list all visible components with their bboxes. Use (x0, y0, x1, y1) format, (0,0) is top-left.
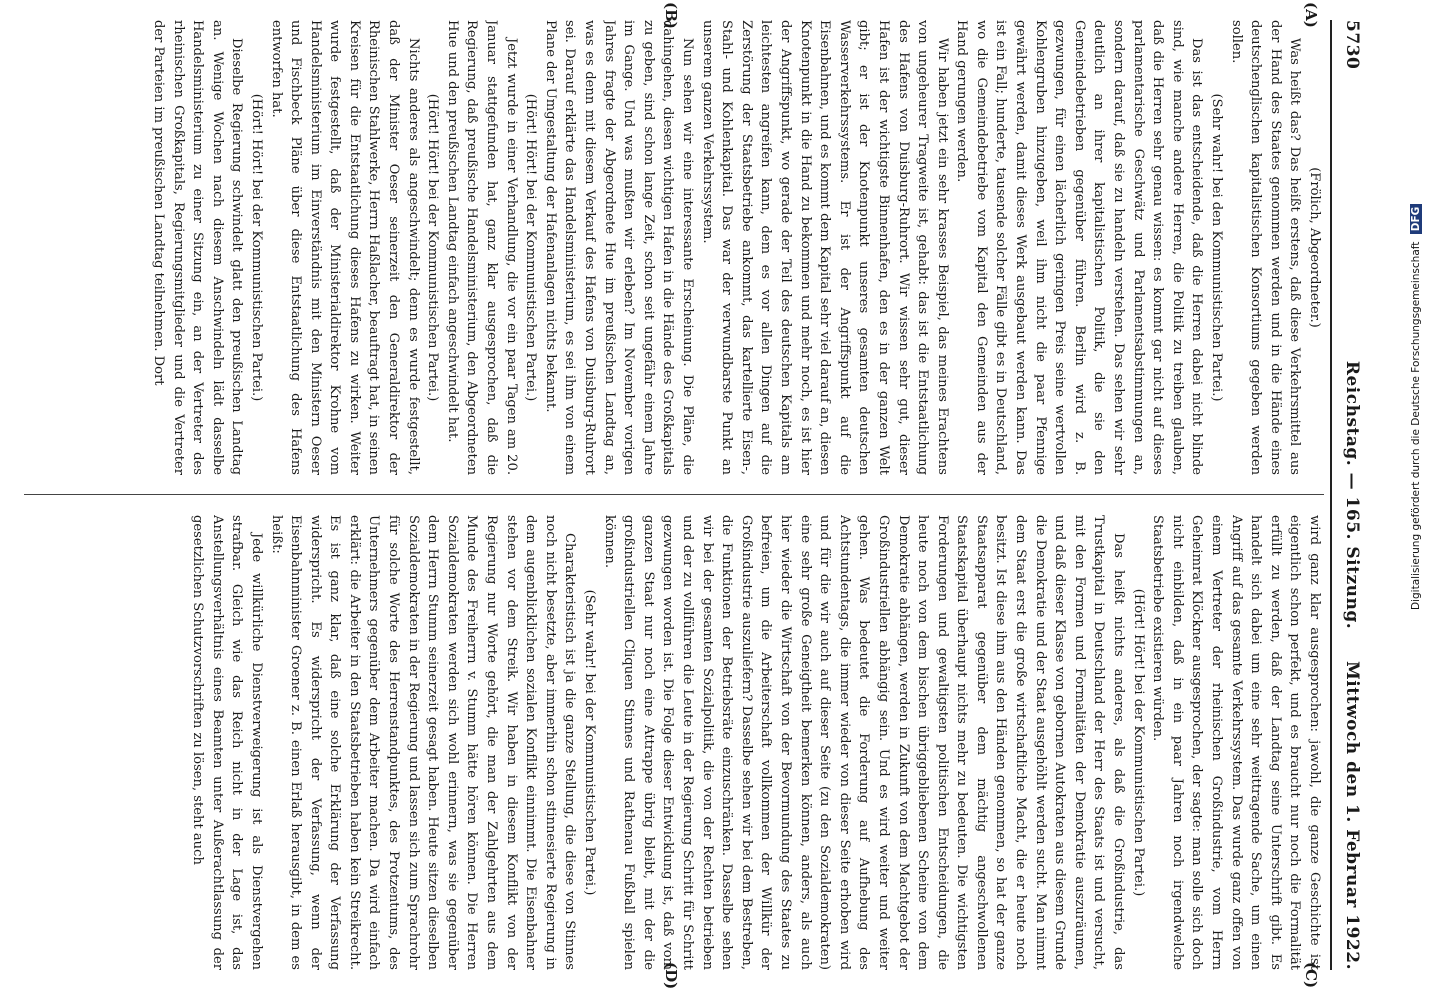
paragraph: Was heißt das? Das heißt erstens, daß diese Verkehrsmittel aus der Hand des Staates genommen werden und in die Hände eines deutschenglischen kapitalistischen Konsortiums gegeben werden sollen. (1228, 20, 1303, 475)
margin-letter-b: (B) (662, 2, 680, 29)
interjection: (Hört! Hört! bei der Kommunistischen Partei.) (425, 93, 441, 402)
interjection: (Sehr wahr! bei der Kommunistischen Partei.) (582, 589, 598, 896)
interjection: (Hört! Hört! bei der Kommunistischen Partei.) (523, 93, 539, 402)
paragraph: Dieselbe Regierung schwindelt glatt den preußischen Landtag an. Wenige Wochen nach diesem Anschwindeln lädt dasselbe Handelsministerium zu einer Sitzung ein, an der Vertreter des rheinischen Großkapitals, Regierungsmitglieder und die Vertreter der Parteien im preußischen Landtag teilnehmen. Dort (150, 20, 245, 475)
paragraph: Wir haben jetzt ein sehr krasses Beispiel, das meines Erachtens von ungeheurer Tragweite ist, gehabt: das ist die Entstaatlichung des Hafens von Duisburg-Ruhrort. Wir wissen sehr gut, dieser Hafen ist der wichtigste Binnenhafen, den es in der ganzen Welt gibt; er ist der Knotenpunkt unseres gesamten deutschen Wasserverkehrssystems. Er ist der Angriffspunkt auf die Eisenbahnen, und es kommt dem Kapital sehr viel darauf an, diesen Knotenpunkt in die Hand zu bekommen und mehr noch, es ist hier der Angriffspunkt, wo gerade der Teil des deutschen Kapitals am leichtesten angreifen kann, dem es vor allen Dingen auf die Zerstörung der Staatsbetriebe ankommt, das kartellierte Eisen-, Stahl- und Kohlenkapital. Das war der verwundbarste Punkt an unserem ganzen Verkehrssystem. (699, 20, 950, 475)
quotation: Jede willkürliche Dienstverweigerung ist als Dienstvergehen strafbar. Gleich wie das Reich nicht in der Lage ist, das Anstellungsverhältnis eines Beamten unter Außerachtlassung der gesetzlichen Schutzvorschriften zu lösen, steht auch (190, 515, 264, 970)
paragraph: Nichts anderes als angeschwindelt; denn es wurde festgestellt, daß der Minister Oeser seinerzeit den Generaldirektor der Rheinischen Stahlwerke, Herrn Haßlacher, beauftragt hat, in seinen Kreisen für die Entstaatlichung dieses Hafens zu wirken. Weiter wurde festgestellt, daß der Ministerialdirektor Krohne vom Handelsministerium im Einverständnis mit den Ministern Oeser und Fischbeck Pläne über diese Entstaatlichung des Hafens entworfen hat. (268, 20, 421, 475)
paragraph: Jetzt wurde in einer Verhandlung, die vor ein paar Tagen am 20. Januar stattgefunden hat, ganz klar ausgesprochen, daß die Regierung, daß preußische Handelsministerium, den Abgeordneten Hue und den preußischen Landtag einfach angeschwindelt hat. (444, 20, 519, 475)
speaker-line: (Frölich, Abgeordneter.) (1307, 167, 1322, 328)
paragraph: Das heißt nichts anderes, als daß die Großindustrie, das Trustkapital in Deutschland der Herr des Staats ist und versucht, mit den Formen und Formalitäten der Demokratie auszuräumen, und daß dieser Klasse von gebornen Autokraten aus diesem Grunde die Demokratie und der Staat ausgehöhlt werden sucht. Man nimmt dem Staat erst die große wirtschaftliche Macht, die er heute noch besitzt. Ist diese ihm aus den Händen genommen, so hat der ganze Staatsapparat gegenüber dem mächtig angeschwollenen Staatskapital überhaupt nichts mehr zu bedeuten. Die wichtigsten Forderungen und gewaltigsten politischen Entscheidungen, die heute noch von dem bischen übriggebliebenen Scheine von dem Demokratie abhängen, werden in Zukunft von dem Machtgebot der Großindustriellen abhängig sein. Und es wird weiter und weiter gehen. Was bedeutet die Forderung auf Aufhebung des Achtstundentags, die immer wieder von dieser Seite erhoben wird und für die wir auch auf dieser Seite (zu den Sozialdemokraten) eine sehr große Geneigtheit bemerken können, anders, als auch hier wieder die Wirtschaft von der Bevormundung des Staates zu befreien, um die Arbeiterschaft vollkommen der Willkür der Großindustrie auszuliefern? Dasselbe sehen wir bei dem Bestreben, die Funktionen der Betriebsräte einzuschränken. Dasselbe sehen wir bei der gesamten Sozialpolitik, die von der Rechten betrieben und der zu vollführen die Leute in der Regierung Schritt für Schritt gezwungen worden ist. Die Folge dieser Entwicklung ist, daß vom ganzen Staat nur noch eine Attrappe übrig bleibt, mit der die großindustriellen Cliquen Stinnes und Rathenau Fußball spielen können. (601, 515, 1127, 970)
right-column (14, 515, 1324, 970)
dfg-logo: DFG (1410, 204, 1422, 235)
margin-letter-c: (C) (1302, 962, 1320, 989)
column-divider (24, 494, 1324, 495)
paragraph: Nun sehen wir eine interessante Erscheinung. Die Pläne, die dahingehen, diesen wichtigen Hafen in die Hände des Großkapitals zu geben, sind schon lange Zeit, schon seit ungefähr einem Jahre im Gange. Und was mußten wir erleben? Im November vorigen Jahres fragte der Abgeordnete Hue im preußischen Landtag an, was es denn mit diesem Verkauf des Hafens von Duisburg-Ruhrort sei. Darauf erklärte das Handelsministerium, es sei ihm von einem Plane der Umgestaltung der Hafenanlagen nichts bekannt. (542, 20, 695, 475)
digitization-footer (1410, 204, 1422, 610)
interjection: (Sehr wahr! bei den Kommunistischen Partei.) (1209, 93, 1225, 402)
left-column (14, 20, 1324, 475)
paragraph: Charakteristisch ist ja die ganze Stellung, die diese von Stinnes noch nicht besetzte, aber immerhin schon stinnesierte Regierung in dem augenblicklichen sozialen Konflikt einnimmt. Die Eisenbahner stehen vor dem Streik. Wir haben in diesem Konflikt von der Regierung nur Worte gehört, die man der Zahlgehrten aus dem Munde des Freiherrn v. Stumm hätte hören können. Die Herren Sozialdemokraten werden sich wohl erinnern, was sie gegenüber dem Herrn Stumm seinerzeit gesagt haben. Heute sitzen dieselben Sozialdemokraten in der Regierung und lassen sich zum Sprachrohr für solche Worte des Herrenstandpunktes, des Protzentums, des Unternehmers gegenüber dem Arbeiter machen. Da wird einfach erklärt: die Arbeiter in den Staatsbetrieben haben kein Streikrecht. Es ist ganz klar, daß eine solche Erklärung der Verfassung widerspricht. Es widerspricht der Verfassung, wenn der Eisenbahnminister Groener z. B. einen Erlaß herausgibt, in dem es heißt: (268, 515, 578, 970)
interjection: (Hört! Hört! bei der Kommunistischen Partei.) (1130, 588, 1146, 897)
paragraph: wird ganz klar ausgesprochen: jawohl, die ganze Geschichte ist eigentlich schon perfekt, und es braucht nur noch die Formalität erfüllt zu werden, daß der Landtag seine Unterschrift gibt. Es handelt sich dabei um eine sehr weittragende Sache, um einen Angriff auf das gesamte Verkehrssystem. Das wurde ganz offen von einem Vertreter der rheinischen Großindustrie, vom Herrn Geheimrat Klöckner ausgesprochen, der sagte: man solle sich doch nicht einbilden, daß in ein paar Jahren noch irgendwelche Staatsbetriebe existieren würden. (1150, 515, 1322, 970)
session-date: Mittwoch den 1. Februar 1922. (1342, 660, 1362, 970)
margin-letter-d: (D) (662, 962, 680, 990)
header-rule (1330, 20, 1332, 970)
session-title: Reichstag. — 165. Sitzung. (1342, 360, 1362, 630)
page-number: 5730 (1342, 20, 1362, 70)
paragraph: Das ist das entscheidende, daß die Herren dabei nicht blinde sind, wie manche andere Herren, die Politik zu treiben glauben, daß die Herren sehr genau wissen: es kommt gar nicht auf dieses parlamentarische Geschwätz und Parlamentsabstimmungen an, sondern darauf, daß sie zu handeln verstehen. Das sehen wir sehr deutlich an ihrer kapitalistischen Politik, die sie den Gemeindebetrieben gegenüber führen. Berlin wird z. B. gezwungen, für einen lächerlich geringen Preis seine wertvollen Kohlengruben hinzugeben, weil ihm nicht die paar Pfennige gewährt werden, damit dieses Werk ausgebaut werden kann. Das ist ein Fall; hunderte, tausende solcher Fälle gibt es in Deutschland, wo die Gemeindebetriebe vom Kapital den Gemeinden aus der Hand gerungen werden. (954, 20, 1205, 475)
page-header (1336, 20, 1362, 970)
interjection: (Hört! Hört! bei der Kommunistischen Partei.) (248, 93, 264, 402)
margin-letter-a: (A) (1302, 2, 1320, 28)
footer-text: Digitalisierung gefördert durch die Deutsche Forschungsgemeinschaft (1410, 241, 1422, 610)
